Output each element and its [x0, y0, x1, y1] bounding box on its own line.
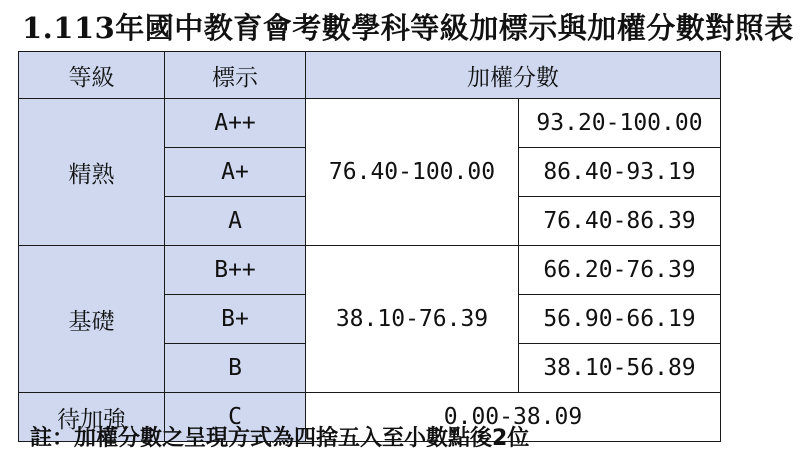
- header-mark: 標示: [165, 52, 306, 99]
- score-cell: 93.20-100.00: [519, 99, 721, 148]
- mark-cell: A+: [165, 148, 306, 197]
- mark-cell: A++: [165, 99, 306, 148]
- level-cell: 待加強: [19, 393, 165, 442]
- header-row: [19, 52, 721, 99]
- level-cell: 精熟: [19, 99, 165, 246]
- mark-cell: A: [165, 197, 306, 246]
- score-cell: 0.00-38.09: [306, 393, 721, 442]
- table-row: [19, 246, 721, 295]
- header-level: 等級: [19, 52, 165, 99]
- score-cell: 76.40-86.39: [519, 197, 721, 246]
- score-cell: 38.10-56.89: [519, 344, 721, 393]
- header-weighted-score: 加權分數: [306, 52, 721, 99]
- table-row: [19, 99, 721, 148]
- mark-cell: B++: [165, 246, 306, 295]
- mark-cell: C: [165, 393, 306, 442]
- range-cell: 76.40-100.00: [306, 99, 519, 246]
- page-title: 1.113年國中教育會考數學科等級加標示與加權分數對照表: [22, 11, 794, 45]
- score-cell: 66.20-76.39: [519, 246, 721, 295]
- level-cell: 基礎: [19, 246, 165, 393]
- mark-cell: B+: [165, 295, 306, 344]
- footnote: 註：加權分數之呈現方式為四捨五入至小數點後2位: [30, 426, 530, 451]
- mark-cell: B: [165, 344, 306, 393]
- range-cell: 38.10-76.39: [306, 246, 519, 393]
- score-cell: 86.40-93.19: [519, 148, 721, 197]
- score-cell: 56.90-66.19: [519, 295, 721, 344]
- score-table: [18, 51, 721, 442]
